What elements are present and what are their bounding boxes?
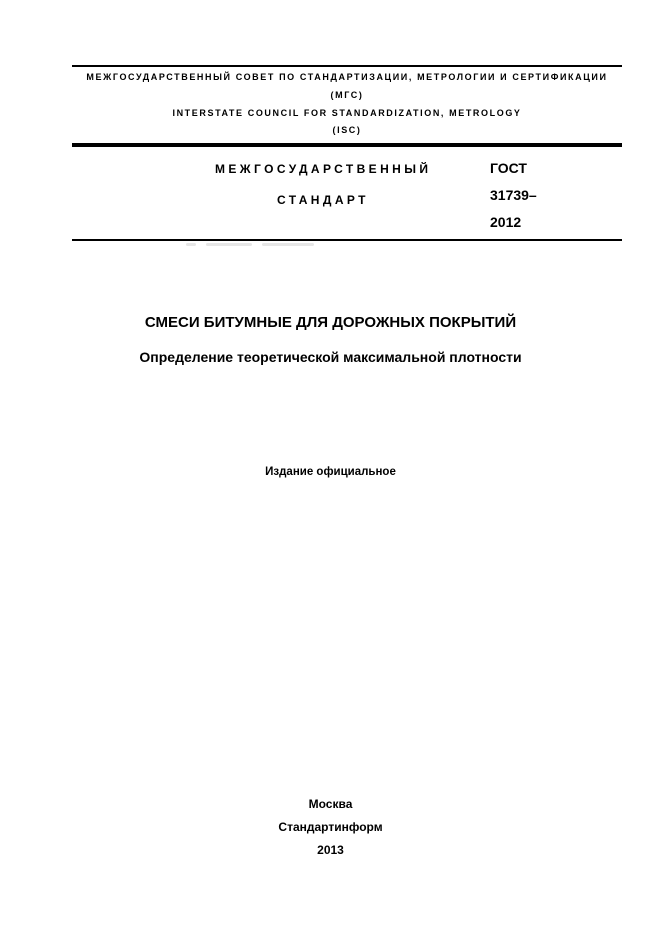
standard-type-line1: МЕЖГОСУДАРСТВЕННЫЙ (215, 162, 432, 176)
bottom-rule (72, 239, 622, 241)
council-abbr-en: (ISC) (332, 125, 362, 135)
imprint-year: 2013 (317, 843, 344, 857)
document-subtitle: Определение теоретической максимальной плотности (139, 349, 522, 365)
document-title: СМЕСИ БИТУМНЫЕ ДЛЯ ДОРОЖНЫХ ПОКРЫТИЙ (144, 314, 517, 331)
scan-smudge (206, 243, 252, 246)
gost-prefix: ГОСТ (490, 160, 527, 176)
council-abbr-ru: (МГС) (330, 90, 364, 100)
imprint-city: Москва (308, 797, 353, 811)
edition-label: Издание официальное (265, 466, 396, 478)
scan-smudge (262, 243, 314, 246)
imprint-publisher: Стандартинформ (278, 820, 383, 834)
scan-smudge (186, 243, 196, 246)
council-name-ru: МЕЖГОСУДАРСТВЕННЫЙ СОВЕТ ПО СТАНДАРТИЗАЦИИ, МЕТРОЛОГИИ И СЕРТИФИКАЦИИ (86, 72, 608, 82)
council-name-en: INTERSTATE COUNCIL FOR STANDARDIZATION, METROLOGY (172, 108, 522, 118)
gost-number: 31739– (490, 187, 537, 203)
thick-rule (72, 143, 622, 147)
top-rule (72, 65, 622, 67)
standard-type-line2: СТАНДАРТ (277, 193, 369, 207)
gost-year: 2012 (490, 214, 522, 230)
